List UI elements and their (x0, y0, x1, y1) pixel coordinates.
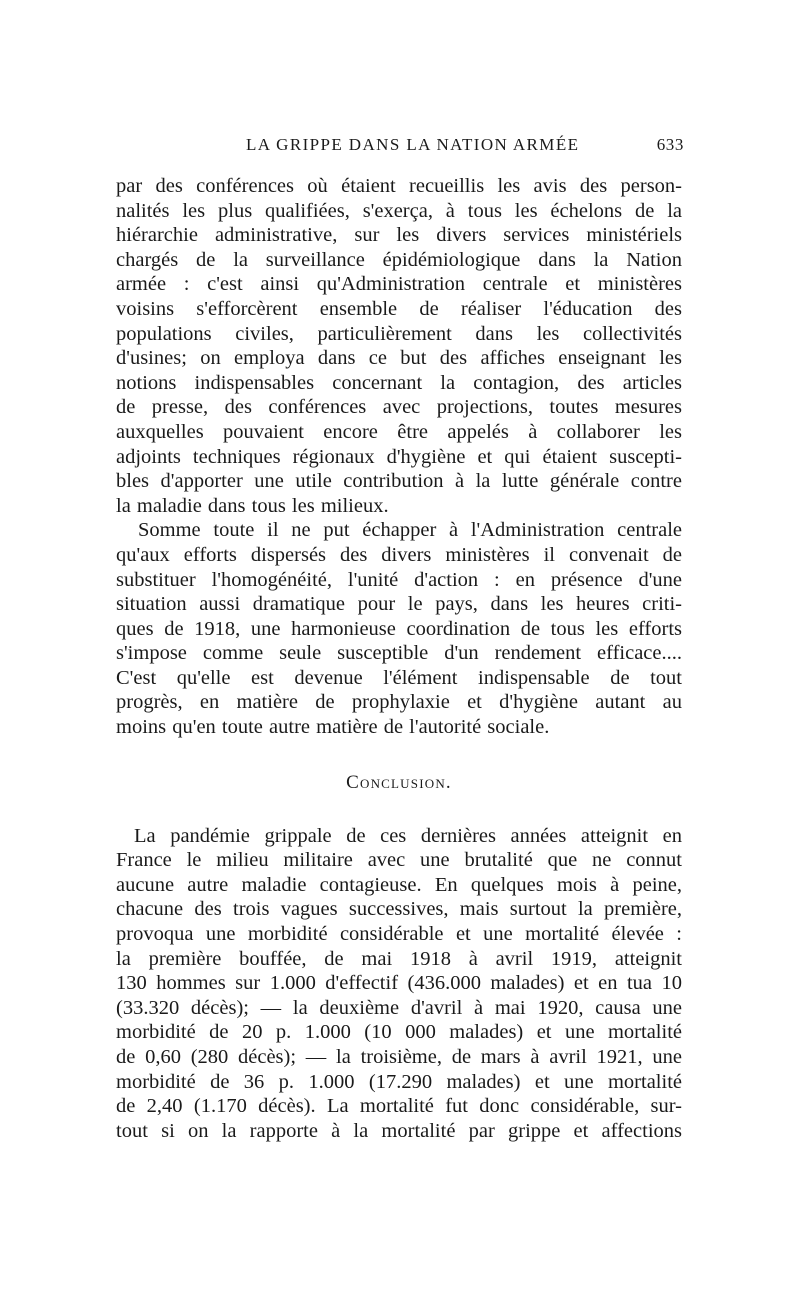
paragraph-2 (116, 518, 682, 739)
text-line: morbidité de 36 p. 1.000 (17.290 malades) et une mortalité (116, 1070, 682, 1093)
text-line: (33.320 décès); — la deuxième d'avril à mai 1920, causa une (116, 996, 682, 1019)
text-line: La pandémie grippale de ces dernières années atteignit en (134, 824, 682, 847)
text-line: progrès, en matière de prophylaxie et d'hygiène autant au (116, 691, 682, 714)
text-line: 130 hommes sur 1.000 d'effectif (436.000 malades) et en tua 10 (116, 972, 682, 995)
running-title: LA GRIPPE DANS LA NATION ARMÉE (246, 135, 580, 154)
text-line: C'est qu'elle est devenue l'élément indispensable de tout (116, 666, 682, 689)
text-line: tout si on la rapporte à la mortalité par grippe et affections (116, 1119, 682, 1142)
text-line: la maladie dans tous les milieux. (116, 494, 389, 517)
text-line: aucune autre maladie contagieuse. En quelques mois à peine, (116, 873, 682, 896)
text-line: qu'aux efforts dispersés des divers ministères il convenait de (116, 543, 682, 566)
text-line: morbidité de 20 p. 1.000 (10 000 malades) et une mortalité (116, 1021, 682, 1044)
text-line: de presse, des conférences avec projections, toutes mesures (116, 396, 682, 419)
text-line: France le milieu militaire avec une brutalité que ne connut (116, 849, 682, 872)
text-line: Somme toute il ne put échapper à l'Administration centrale (138, 519, 682, 542)
running-header (116, 132, 682, 162)
text-line: substituer l'homogénéité, l'unité d'action : en présence d'une (116, 568, 682, 591)
text-line: nalités les plus qualifiées, s'exerça, à tous les échelons de la (116, 199, 682, 222)
text-line: auxquelles pouvaient encore être appelés à collaborer les (116, 420, 682, 443)
text-line: bles d'apporter une utile contribution à la lutte générale contre (116, 470, 682, 493)
text-line: situation aussi dramatique pour le pays, dans les heures criti- (116, 593, 682, 616)
text-line: populations civiles, particulièrement dans les collectivités (116, 322, 682, 345)
text-line: voisins s'efforcèrent ensemble de réaliser l'éducation des (116, 297, 682, 320)
text-line: hiérarchie administrative, sur les divers services ministériels (116, 224, 682, 247)
text-line: s'impose comme seule susceptible d'un rendement efficace.... (116, 642, 682, 665)
text-line: par des conférences où étaient recueillis les avis des person- (116, 175, 682, 197)
page-number: 633 (656, 135, 684, 154)
text-line: chacune des trois vagues successives, mais surtout la première, (116, 898, 682, 921)
text-line: adjoints techniques régionaux d'hygiène et qui étaient suscepti- (116, 445, 682, 468)
section-heading: Conclusion. (346, 771, 452, 793)
text-line: provoqua une morbidité considérable et une mortalité élevée : (116, 923, 682, 946)
text-line: la première bouffée, de mai 1918 à avril 1919, atteignit (116, 947, 682, 970)
paragraph-1 (116, 174, 682, 518)
text-line: de 0,60 (280 décès); — la troisième, de mars à avril 1921, une (116, 1046, 682, 1068)
paragraph-conclusion (116, 824, 682, 1144)
text-line: notions indispensables concernant la contagion, des articles (116, 371, 682, 394)
text-line: armée : c'est ainsi qu'Administration centrale et ministères (116, 273, 682, 296)
text-line: ques de 1918, une harmonieuse coordination de tous les efforts (116, 617, 682, 640)
text-line: de 2,40 (1.170 décès). La mortalité fut donc considérable, sur- (116, 1095, 682, 1118)
text-line: chargés de la surveillance épidémiologique dans la Nation (116, 248, 682, 271)
text-line: d'usines; on employa dans ce but des affiches enseignant les (116, 347, 682, 370)
book-page (116, 132, 682, 1143)
text-line: moins qu'en toute autre matière de l'autorité sociale. (116, 716, 550, 739)
